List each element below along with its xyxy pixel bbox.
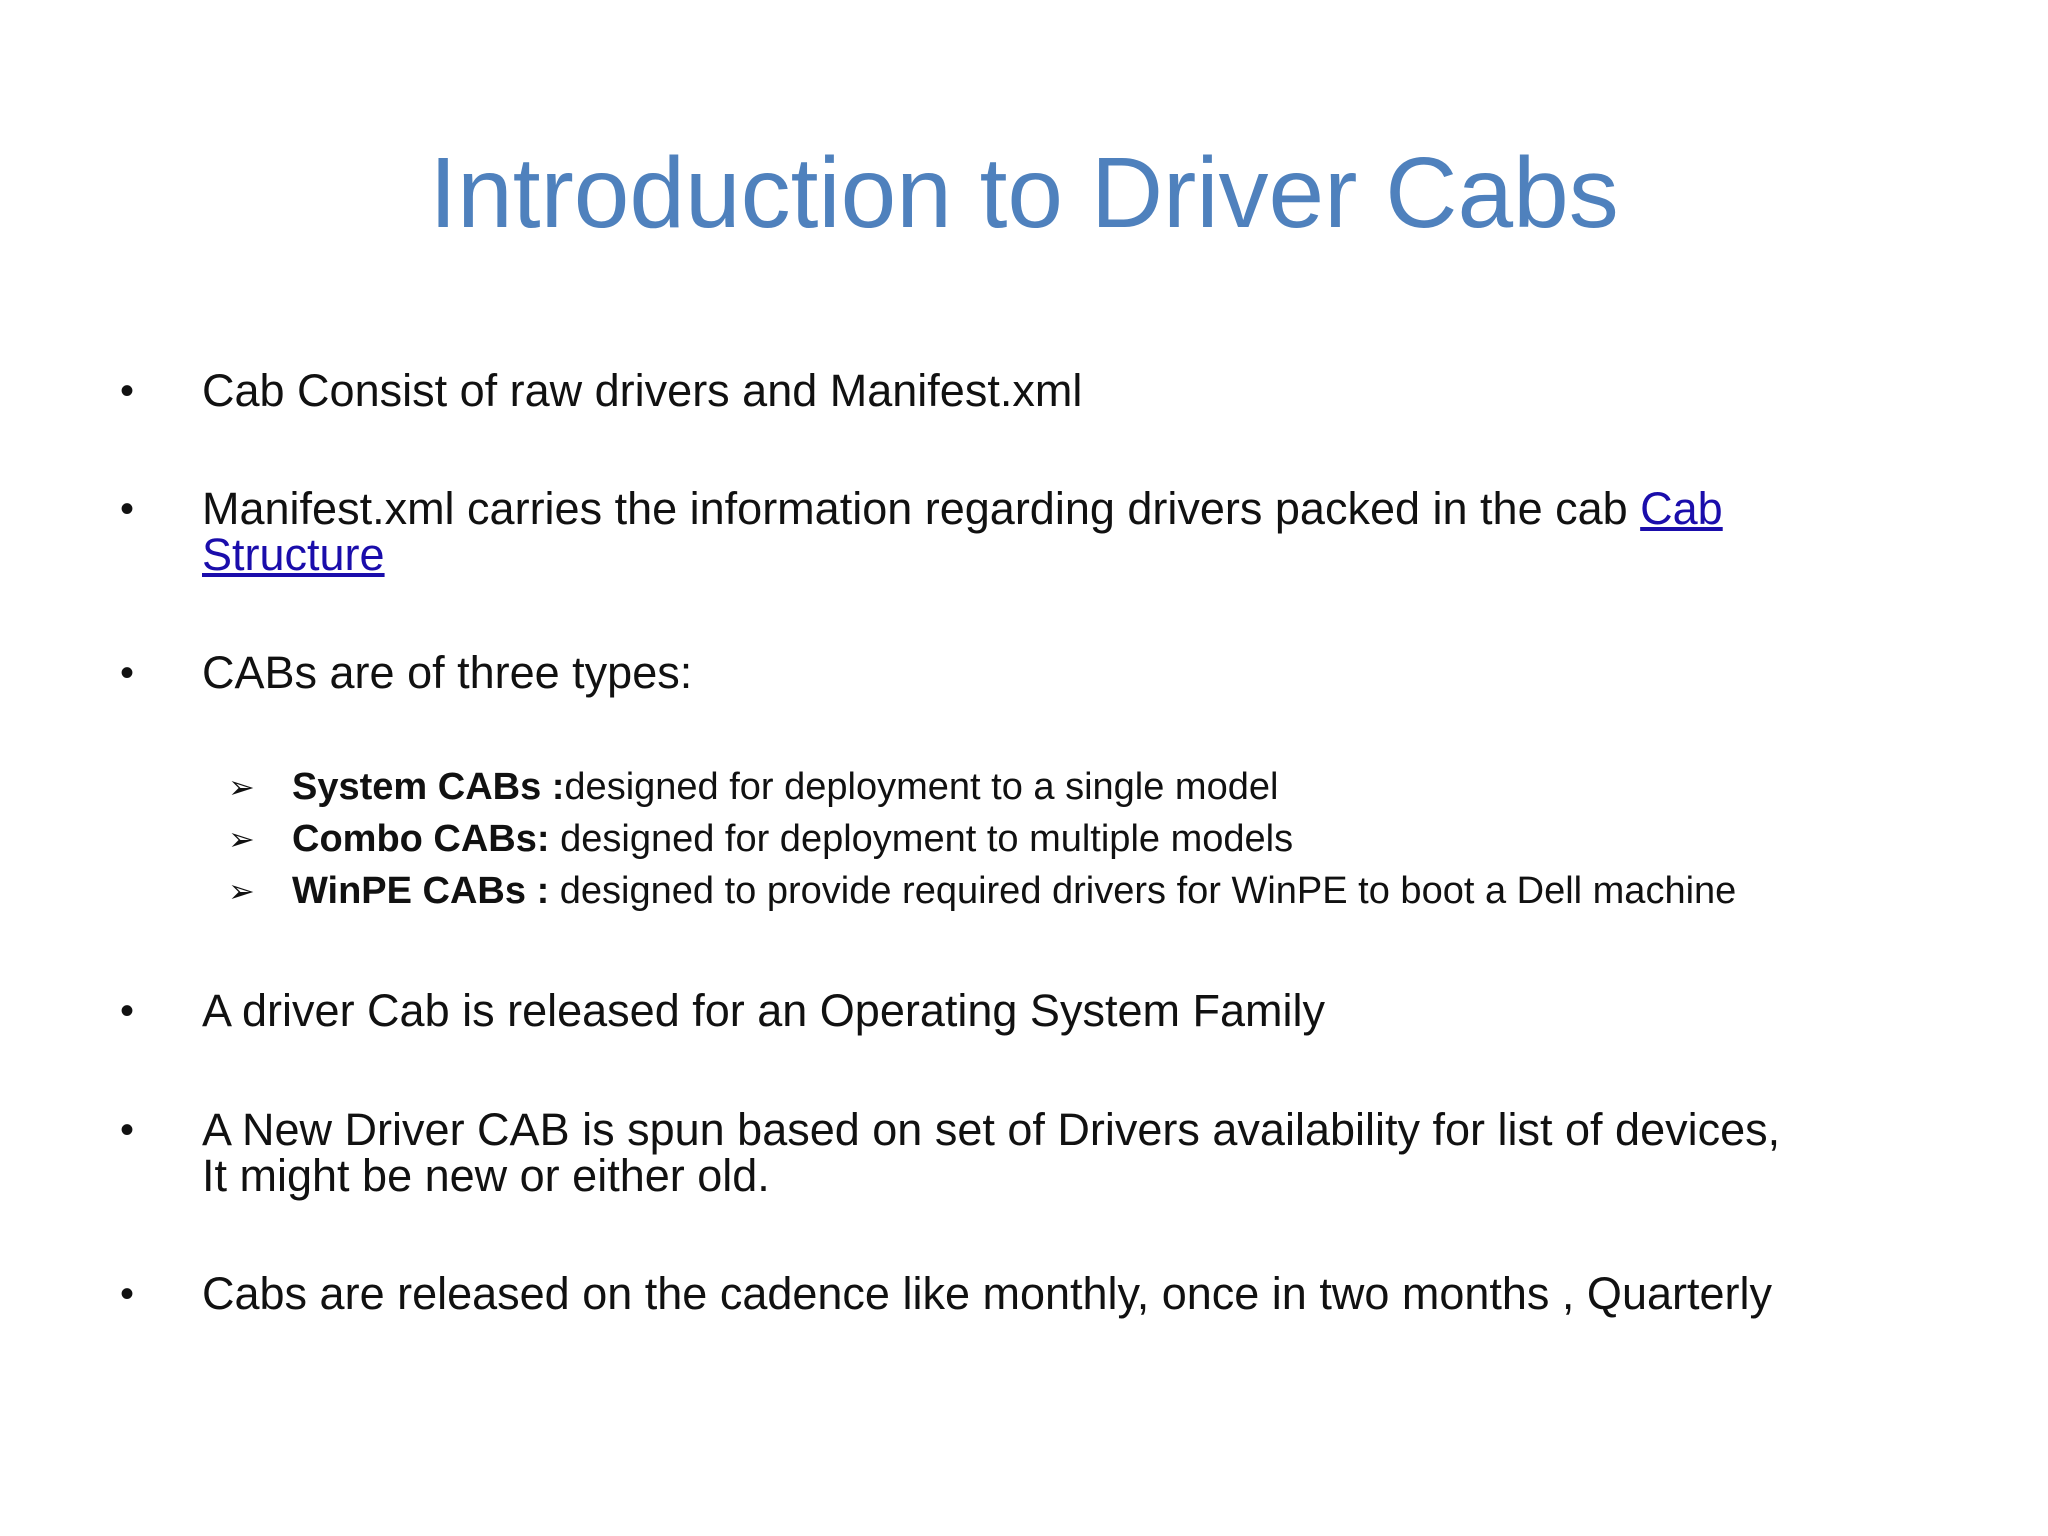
bullet-dot: • — [120, 1272, 135, 1316]
sub-item-desc: designed to provide required drivers for WinPE to boot a Dell machine — [549, 870, 1737, 912]
sub-item-label: Combo CABs: — [292, 818, 550, 860]
bullet-text: CABs are of three types: — [202, 647, 693, 698]
bullet-dot: • — [120, 989, 135, 1033]
arrow-bullet-icon: ➢ — [228, 873, 255, 909]
bullet-text: A driver Cab is released for an Operating System Family — [202, 985, 1325, 1036]
sub-item-label: WinPE CABs : — [292, 870, 550, 912]
slide-title: Introduction to Driver Cabs — [429, 137, 1619, 249]
arrow-bullet-icon: ➢ — [228, 821, 255, 857]
bullet-dot: • — [120, 487, 135, 531]
cab-structure-link-part2[interactable]: Structure — [202, 529, 385, 580]
bullet-text — [202, 1104, 1982, 1201]
cab-structure-link-part1[interactable]: Cab — [1640, 483, 1723, 534]
bullet-dot: • — [120, 369, 135, 413]
sub-item-label: System CABs : — [292, 766, 565, 808]
sub-item-text — [292, 762, 1278, 812]
bullet-text-line: It might be new or either old. — [202, 1150, 770, 1201]
bullet-text-line: A New Driver CAB is spun based on set of Drivers availability for list of devices, — [202, 1104, 1781, 1155]
sub-item-desc: designed for deployment to a single model — [564, 766, 1279, 808]
bullet-dot: • — [120, 651, 135, 695]
sub-item-desc: designed for deployment to multiple models — [549, 818, 1294, 860]
bullet-text — [202, 483, 1982, 580]
bullet-text: Cabs are released on the cadence like monthly, once in two months , Quarterly — [202, 1268, 1772, 1319]
bullet-text: Cab Consist of raw drivers and Manifest.xml — [202, 365, 1083, 416]
bullet-text-line: Manifest.xml carries the information regarding drivers packed in the cab — [202, 483, 1641, 534]
sub-item-text — [292, 814, 1293, 864]
arrow-bullet-icon: ➢ — [228, 769, 255, 805]
bullet-dot: • — [120, 1108, 135, 1152]
sub-item-text — [292, 866, 1736, 916]
